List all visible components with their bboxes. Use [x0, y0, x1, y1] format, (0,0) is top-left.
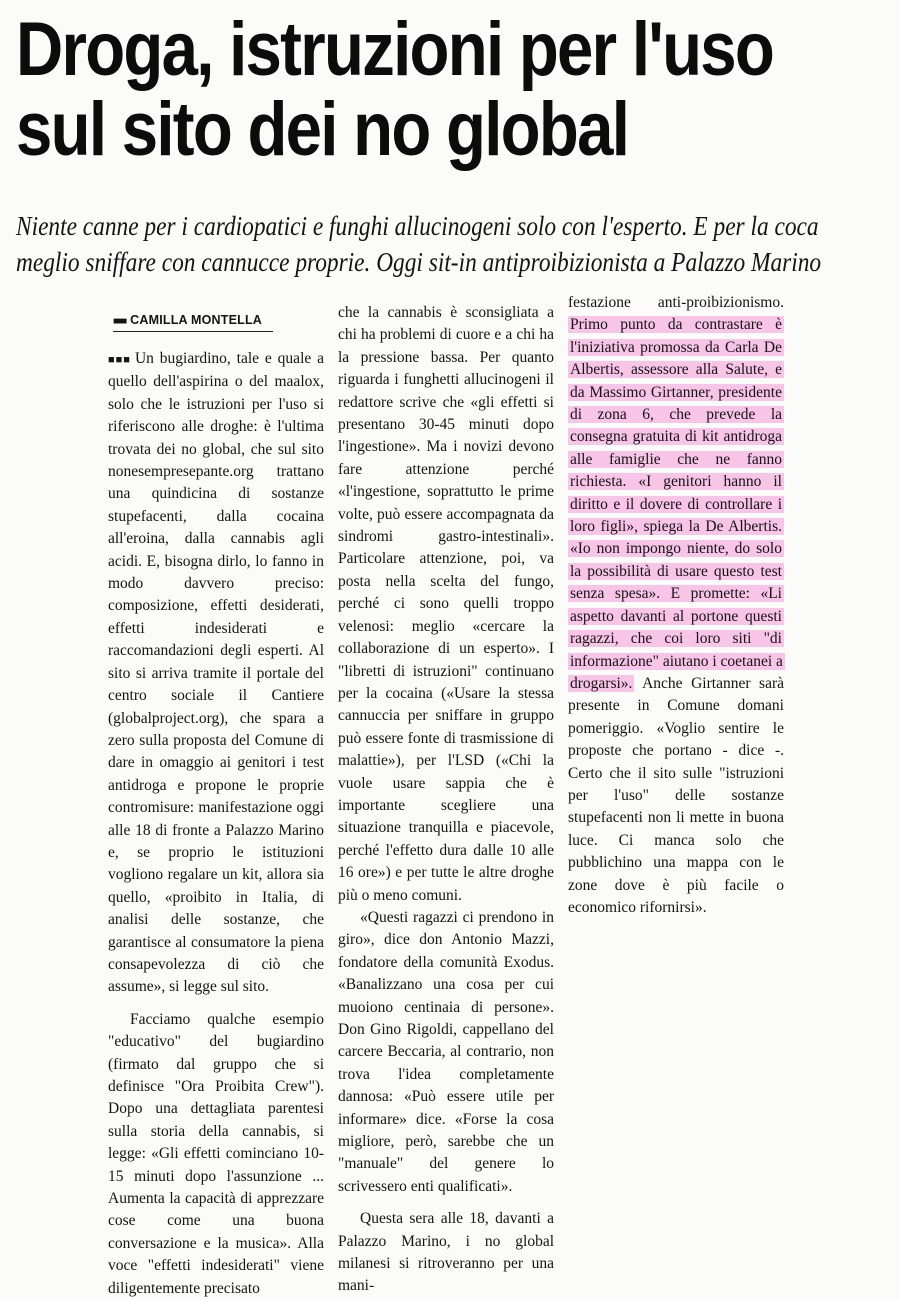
- byline: [113, 313, 262, 327]
- article-column-3: [568, 292, 784, 919]
- column-2-paragraph-2: «Questi ragazzi ci prendono in giro», dice don Antonio Mazzi, fondatore della comunità Exodus. «Banalizzano una cosa per cui muoiono centinaia di persone». Don Gino Rigoldi, cappellano del carcere Beccaria, al contrario, non trova l'idea completamente dannosa: «Può essere utile per informare» dice. «Forse la cosa migliore, però, sarebbe che un "manuale" del genere lo scrivessero enti qualificati».: [338, 908, 554, 1195]
- article-column-1: [108, 348, 324, 1300]
- subheadline: [16, 208, 881, 280]
- article-column-2: [338, 302, 554, 1298]
- subheadline-line-2: meglio sniffare con cannucce proprie. Oggi sit-in antiproibizionista a Palazzo Marino: [16, 247, 822, 277]
- byline-mark-icon: ■■■: [113, 316, 126, 327]
- headline: [16, 7, 774, 172]
- subheadline-line-1: Niente canne per i cardiopatici e funghi allucinogeni solo con l'esperto. E per la coca: [16, 211, 819, 241]
- highlighted-passage: Primo punto da contrastare è l'iniziativa promossa da Carla De Albertis, assessore alla Salute, e da Massimo Girtanner, presidente di zona 6, che prevede la consegna gratuita di kit antidroga alle famiglie che ne fanno richiesta. «I genitori hanno il diritto e il dovere di controllare i loro figli», spiega la De Albertis. «Io non impongo niente, do solo la possibilità di usare questo test senza spesa». E promette: «Li aspetto davanti al portone questi ragazzi, che coi loro siti "di informazione" aiutano i coetanei a drogarsi».: [570, 316, 783, 692]
- column-3-closing-text: Anche Girtanner sarà presente in Comune domani pomeriggio. «Voglio sentire le proposte che portano - dice -. Certo che il sito sulle "istruzioni per l'uso" delle sostanze stupefacenti non li mette in buona luce. Ci manca solo che pubblichino una mappa con le zone dove è più facile o economico rifornirsi».: [568, 674, 784, 916]
- column-3-opening-text: festazione anti-proibizionismo.: [568, 294, 784, 311]
- column-1-paragraph-1: [108, 348, 324, 999]
- byline-author: CAMILLA MONTELLA: [130, 313, 263, 327]
- headline-line-2: sul sito dei no global: [16, 87, 629, 172]
- column-2-paragraph-1: che la cannabis è sconsigliata a chi ha problemi di cuore e a chi ha la pressione bassa. Per quanto riguarda i funghetti allucinogeni il redattore scrive che «gli effetti si presentano 30-45 minuti dopo l'ingestione». Ma i novizi devono fare attenzione perché «l'ingestione, soprattutto le prime volte, può essere accompagnata da sindromi gastro-intestinali». Particolare attenzione, poi, va posta nella scelta del fungo, perché ci sono quelli troppo velenosi: meglio «cercare la collaborazione di un esperto». I "libretti di istruzioni" continuano per la cocaina («Usare la stessa cannuccia per sniffare in gruppo può essere fonte di trasmissione di malattie»), per l'LSD («Chi la vuole usare sappia che è importante scegliere una situazione tranquilla e piacevole, perché l'effetto dura dalle 10 alle 16 ore») e per tutte le altre droghe più o meno comuni.: [338, 304, 554, 904]
- lead-marker-icon: ■■■: [108, 354, 131, 366]
- column-2-paragraph-3: Questa sera alle 18, davanti a Palazzo Marino, i no global milanesi si ritroveranno per una mani-: [338, 1210, 554, 1295]
- byline-rule: [113, 331, 273, 332]
- column-3-paragraph-1: [568, 292, 784, 919]
- column-1-paragraph-2: Facciamo qualche esempio "educativo" del bugiardino (firmato dal gruppo che si definisce "Ora Proibita Crew"). Dopo una dettagliata parentesi sulla storia della cannabis, si legge: «Gli effetti cominciano 10-15 minuti dopo l'assunzione ... Aumenta la capacità di apprezzare cose come una buona conversazione e la musica». Alla voce "effetti indesiderati" viene diligentemente precisato: [108, 1010, 324, 1297]
- headline-line-1: Droga, istruzioni per l'uso: [16, 7, 774, 92]
- column-1-paragraph-1-text: Un bugiardino, tale e quale a quello dell'aspirina o del maalox, solo che le istruzioni per l'uso si riferiscono alle droghe: è l'ultima trovata dei no global, che sul sito nonesempresepante.org trattano una quindicina di sostanze stupefacenti, dalla cocaina all'eroina, dalla cannabis agli acidi. E, bisogna dirlo, lo fanno in modo davvero preciso: composizione, effetti desiderati, effetti indesiderati e raccomandazioni degli esperti. Al sito si arriva tramite il portale del centro sociale il Cantiere (globalproject.org), che spara a zero sulla proposta del Comune di dare in omaggio ai genitori i test antidroga e propone le proprie contromisure: manifestazione oggi alle 18 di fronte a Palazzo Marino e, se proprio le istituzioni vogliono regalare un kit, allora sia quello, «proibito in Italia, di analisi delle sostanze, che garantisce al consumatore la piena consapevolezza di ciò che assume», si legge sul sito.: [108, 350, 325, 996]
